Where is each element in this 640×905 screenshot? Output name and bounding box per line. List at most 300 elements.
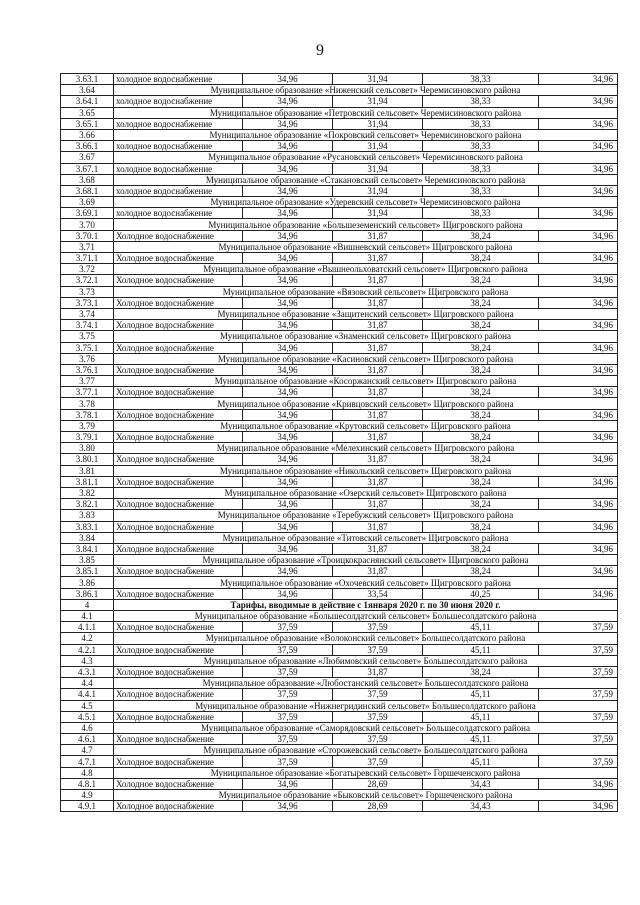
tariff-value-cell: 34,96 [243, 409, 333, 420]
tariff-row [61, 689, 618, 700]
service-name-cell: Холодное водоснабжение [114, 644, 243, 655]
row-code-cell: 3.69.1 [61, 208, 114, 219]
municipality-row [61, 633, 618, 644]
section-title-cell: Тарифы, вводимые в действие с 1января 2020 г. по 30 июня 2020 г. [114, 599, 618, 610]
row-code-cell: 3.84 [61, 532, 114, 543]
tariff-value-cell: 38,24 [423, 253, 539, 264]
tariff-value-cell: 31,87 [333, 409, 423, 420]
tariff-value-cell: 45,11 [423, 756, 539, 767]
row-code-cell: 3.66.1 [61, 141, 114, 152]
municipality-name-cell: Муниципальное образование «Мелехинский сельсовет» Щигровского района [114, 443, 618, 454]
service-name-cell: Холодное водоснабжение [114, 756, 243, 767]
service-name-cell: Холодное водоснабжение [114, 622, 243, 633]
row-code-cell: 3.66 [61, 129, 114, 140]
municipality-row [61, 85, 618, 96]
tariff-value-cell: 31,87 [333, 275, 423, 286]
tariff-row [61, 163, 618, 174]
row-code-cell: 3.86.1 [61, 588, 114, 599]
tariff-value-cell: 34,96 [539, 543, 618, 554]
municipality-row [61, 174, 618, 185]
municipality-row [61, 398, 618, 409]
municipality-row [61, 264, 618, 275]
municipality-name-cell: Муниципальное образование «Кривцовский сельсовет» Щигровского района [114, 398, 618, 409]
tariff-value-cell: 38,33 [423, 118, 539, 129]
municipality-row [61, 555, 618, 566]
tariff-row [61, 588, 618, 599]
tariff-value-cell: 31,87 [333, 543, 423, 554]
tariff-value-cell: 31,87 [333, 230, 423, 241]
row-code-cell: 3.70.1 [61, 230, 114, 241]
tariff-value-cell: 34,96 [539, 566, 618, 577]
tariff-value-cell: 31,87 [333, 499, 423, 510]
municipality-row [61, 353, 618, 364]
tariff-value-cell: 31,94 [333, 163, 423, 174]
municipality-name-cell: Муниципальное образование «Волоконский сельсовет» Большесолдатского района [114, 633, 618, 644]
tariff-table-body [61, 74, 618, 812]
row-code-cell: 3.83 [61, 510, 114, 521]
tariff-value-cell: 31,87 [333, 297, 423, 308]
tariff-value-cell: 37,59 [243, 644, 333, 655]
tariff-row [61, 364, 618, 375]
municipality-row [61, 790, 618, 801]
tariff-row [61, 297, 618, 308]
service-name-cell: холодное водоснабжение [114, 185, 243, 196]
tariff-value-cell: 37,59 [539, 756, 618, 767]
row-code-cell: 3.72 [61, 264, 114, 275]
tariff-row [61, 253, 618, 264]
tariff-value-cell: 34,96 [539, 185, 618, 196]
municipality-row [61, 577, 618, 588]
service-name-cell: Холодное водоснабжение [114, 297, 243, 308]
row-code-cell: 4.9 [61, 790, 114, 801]
tariff-value-cell: 31,87 [333, 476, 423, 487]
tariff-value-cell: 31,87 [333, 364, 423, 375]
municipality-row [61, 465, 618, 476]
tariff-value-cell: 40,25 [423, 588, 539, 599]
tariff-value-cell: 38,33 [423, 74, 539, 85]
tariff-value-cell: 45,11 [423, 644, 539, 655]
service-name-cell: Холодное водоснабжение [114, 387, 243, 398]
tariff-value-cell: 34,96 [243, 320, 333, 331]
row-code-cell: 4.3 [61, 655, 114, 666]
tariff-value-cell: 31,87 [333, 342, 423, 353]
tariff-row [61, 801, 618, 812]
row-code-cell: 4.2.1 [61, 644, 114, 655]
row-code-cell: 4.3.1 [61, 666, 114, 677]
tariff-value-cell: 34,96 [539, 141, 618, 152]
tariff-value-cell: 34,96 [539, 74, 618, 85]
row-code-cell: 3.73.1 [61, 297, 114, 308]
service-name-cell: Холодное водоснабжение [114, 432, 243, 443]
service-name-cell: Холодное водоснабжение [114, 364, 243, 375]
service-name-cell: Холодное водоснабжение [114, 734, 243, 745]
municipality-name-cell: Муниципальное образование «Нижнегридинский сельсовет» Большесолдатского района [114, 700, 618, 711]
tariff-value-cell: 37,59 [243, 666, 333, 677]
row-code-cell: 3.72.1 [61, 275, 114, 286]
tariff-value-cell: 34,96 [243, 230, 333, 241]
service-name-cell: Холодное водоснабжение [114, 320, 243, 331]
tariff-value-cell: 31,94 [333, 185, 423, 196]
row-code-cell: 3.68.1 [61, 185, 114, 196]
row-code-cell: 4.4.1 [61, 689, 114, 700]
municipality-name-cell: Муниципальное образование «Большесолдатский сельсовет» Большесолдатского района [114, 611, 618, 622]
tariff-value-cell: 37,59 [243, 734, 333, 745]
row-code-cell: 4.5 [61, 700, 114, 711]
municipality-row [61, 745, 618, 756]
municipality-name-cell: Муниципальное образование «Крутовский сельсовет» Щигровского района [114, 420, 618, 431]
tariff-value-cell: 34,96 [243, 387, 333, 398]
tariff-value-cell: 31,87 [333, 521, 423, 532]
tariff-row [61, 778, 618, 789]
tariff-value-cell: 45,11 [423, 622, 539, 633]
row-code-cell: 3.64.1 [61, 96, 114, 107]
municipality-name-cell: Муниципальное образование «Вышнеольховатский сельсовет» Щигровского района [114, 264, 618, 275]
municipality-name-cell: Муниципальное образование «Саморядовский сельсовет» Большесолдатского района [114, 722, 618, 733]
row-code-cell: 3.75.1 [61, 342, 114, 353]
tariff-row [61, 644, 618, 655]
tariff-value-cell: 34,96 [243, 141, 333, 152]
tariff-value-cell: 28,69 [333, 801, 423, 812]
tariff-value-cell: 31,94 [333, 96, 423, 107]
tariff-value-cell: 31,94 [333, 74, 423, 85]
tariff-value-cell: 34,43 [423, 778, 539, 789]
service-name-cell: Холодное водоснабжение [114, 275, 243, 286]
tariff-value-cell: 38,24 [423, 432, 539, 443]
row-code-cell: 4.7 [61, 745, 114, 756]
row-code-cell: 4.7.1 [61, 756, 114, 767]
tariff-value-cell: 37,59 [539, 622, 618, 633]
tariff-value-cell: 34,96 [243, 476, 333, 487]
municipality-row [61, 655, 618, 666]
tariff-row [61, 543, 618, 554]
municipality-name-cell: Муниципальное образование «Сторожевский сельсовет» Большесолдатского района [114, 745, 618, 756]
row-code-cell: 4.8 [61, 767, 114, 778]
tariff-value-cell: 45,11 [423, 711, 539, 722]
row-code-cell: 4.5.1 [61, 711, 114, 722]
service-name-cell: Холодное водоснабжение [114, 409, 243, 420]
row-code-cell: 3.73 [61, 286, 114, 297]
tariff-row [61, 185, 618, 196]
municipality-row [61, 678, 618, 689]
tariff-value-cell: 37,59 [243, 711, 333, 722]
tariff-value-cell: 38,24 [423, 543, 539, 554]
tariff-value-cell: 31,94 [333, 208, 423, 219]
service-name-cell: Холодное водоснабжение [114, 711, 243, 722]
municipality-name-cell: Муниципальное образование «Вишневский сельсовет» Щигровского района [114, 241, 618, 252]
service-name-cell: Холодное водоснабжение [114, 566, 243, 577]
tariff-value-cell: 34,96 [243, 275, 333, 286]
row-code-cell: 4.2 [61, 633, 114, 644]
tariff-value-cell: 34,96 [539, 297, 618, 308]
tariff-value-cell: 34,96 [539, 521, 618, 532]
tariff-value-cell: 34,96 [539, 588, 618, 599]
municipality-name-cell: Муниципальное образование «Титовский сельсовет» Щигровского района [114, 532, 618, 543]
tariff-value-cell: 34,96 [243, 185, 333, 196]
tariff-value-cell: 38,24 [423, 409, 539, 420]
row-code-cell: 4.9.1 [61, 801, 114, 812]
tariff-row [61, 320, 618, 331]
tariff-value-cell: 34,96 [243, 74, 333, 85]
tariff-value-cell: 31,87 [333, 566, 423, 577]
tariff-value-cell: 38,33 [423, 141, 539, 152]
row-code-cell: 3.71 [61, 241, 114, 252]
row-code-cell: 3.69 [61, 197, 114, 208]
tariff-value-cell: 37,59 [333, 644, 423, 655]
municipality-name-cell: Муниципальное образование «Охочевский сельсовет» Щигровского района [114, 577, 618, 588]
tariff-value-cell: 31,87 [333, 253, 423, 264]
tariff-value-cell: 37,59 [333, 622, 423, 633]
tariff-row [61, 566, 618, 577]
row-code-cell: 3.74.1 [61, 320, 114, 331]
tariff-value-cell: 34,96 [539, 342, 618, 353]
tariff-value-cell: 38,24 [423, 342, 539, 353]
row-code-cell: 3.84.1 [61, 543, 114, 554]
row-code-cell: 3.78 [61, 398, 114, 409]
tariff-value-cell: 38,24 [423, 364, 539, 375]
municipality-name-cell: Муниципальное образование «Петровский сельсовет» Черемисиновского района [114, 107, 618, 118]
tariff-value-cell: 31,87 [333, 432, 423, 443]
tariff-value-cell: 38,33 [423, 208, 539, 219]
municipality-row [61, 331, 618, 342]
tariff-value-cell: 31,87 [333, 387, 423, 398]
municipality-name-cell: Муниципальное образование «Любимовский сельсовет» Большесолдатского района [114, 655, 618, 666]
tariff-value-cell: 28,69 [333, 778, 423, 789]
municipality-name-cell: Муниципальное образование «Быковский сельсовет» Горшеченского района [114, 790, 618, 801]
tariff-value-cell: 34,96 [539, 432, 618, 443]
service-name-cell: холодное водоснабжение [114, 208, 243, 219]
row-code-cell: 3.77.1 [61, 387, 114, 398]
row-code-cell: 4.6.1 [61, 734, 114, 745]
tariff-value-cell: 34,96 [539, 320, 618, 331]
row-code-cell: 3.64 [61, 85, 114, 96]
tariff-value-cell: 38,24 [423, 566, 539, 577]
municipality-name-cell: Муниципальное образование «Озерский сельсовет» Щигровского района [114, 487, 618, 498]
row-code-cell: 3.77 [61, 376, 114, 387]
service-name-cell: Холодное водоснабжение [114, 588, 243, 599]
tariff-row [61, 208, 618, 219]
tariff-value-cell: 31,94 [333, 141, 423, 152]
tariff-value-cell: 38,24 [423, 521, 539, 532]
tariff-value-cell: 34,96 [539, 409, 618, 420]
municipality-row [61, 107, 618, 118]
tariff-value-cell: 34,96 [243, 208, 333, 219]
tariff-value-cell: 38,24 [423, 320, 539, 331]
tariff-value-cell: 34,96 [243, 432, 333, 443]
tariff-value-cell: 34,96 [539, 778, 618, 789]
municipality-row [61, 241, 618, 252]
municipality-name-cell: Муниципальное образование «Никольский сельсовет» Щигровского района [114, 465, 618, 476]
row-code-cell: 3.65.1 [61, 118, 114, 129]
tariff-value-cell: 31,87 [333, 320, 423, 331]
row-code-cell: 3.79.1 [61, 432, 114, 443]
service-name-cell: холодное водоснабжение [114, 163, 243, 174]
tariff-value-cell: 38,24 [423, 230, 539, 241]
tariff-value-cell: 34,96 [243, 364, 333, 375]
tariff-value-cell: 34,96 [243, 253, 333, 264]
row-code-cell: 3.82.1 [61, 499, 114, 510]
tariff-value-cell: 34,96 [539, 499, 618, 510]
municipality-row [61, 611, 618, 622]
tariff-row [61, 711, 618, 722]
tariff-value-cell: 34,96 [243, 163, 333, 174]
tariff-row [61, 387, 618, 398]
service-name-cell: Холодное водоснабжение [114, 499, 243, 510]
tariff-row [61, 141, 618, 152]
row-code-cell: 3.75 [61, 331, 114, 342]
service-name-cell: Холодное водоснабжение [114, 801, 243, 812]
service-name-cell: холодное водоснабжение [114, 141, 243, 152]
tariff-row [61, 230, 618, 241]
tariff-value-cell: 31,94 [333, 118, 423, 129]
row-code-cell: 3.68 [61, 174, 114, 185]
row-code-cell: 4.6 [61, 722, 114, 733]
municipality-name-cell: Муниципальное образование «Защитенский сельсовет» Щигровского района [114, 308, 618, 319]
tariff-value-cell: 34,96 [243, 566, 333, 577]
tariff-value-cell: 34,96 [539, 387, 618, 398]
tariff-value-cell: 37,59 [539, 666, 618, 677]
tariff-row [61, 476, 618, 487]
tariff-value-cell: 34,96 [243, 118, 333, 129]
row-code-cell: 3.80 [61, 443, 114, 454]
municipality-name-cell: Муниципальное образование «Теребужский сельсовет» Щигровского района [114, 510, 618, 521]
row-code-cell: 4 [61, 599, 114, 610]
row-code-cell: 3.85 [61, 555, 114, 566]
municipality-name-cell: Муниципальное образование «Удеревский сельсовет» Черемисиновского района [114, 197, 618, 208]
municipality-row [61, 420, 618, 431]
tariff-value-cell: 38,24 [423, 666, 539, 677]
tariff-value-cell: 38,24 [423, 476, 539, 487]
municipality-name-cell: Муниципальное образование «Богатыревский сельсовет» Горшеченского района [114, 767, 618, 778]
service-name-cell: Холодное водоснабжение [114, 521, 243, 532]
tariff-value-cell: 34,96 [539, 96, 618, 107]
tariff-value-cell: 31,87 [333, 454, 423, 465]
tariff-value-cell: 37,59 [243, 689, 333, 700]
tariff-value-cell: 33,54 [333, 588, 423, 599]
row-code-cell: 3.76.1 [61, 364, 114, 375]
municipality-name-cell: Муниципальное образование «Покровский сельсовет» Черемисиновского района [114, 129, 618, 140]
tariff-row [61, 454, 618, 465]
municipality-row [61, 376, 618, 387]
tariff-value-cell: 34,96 [243, 342, 333, 353]
municipality-name-cell: Муниципальное образование «Ниженский сельсовет» Черемисиновского района [114, 85, 618, 96]
tariff-row [61, 409, 618, 420]
tariff-row [61, 342, 618, 353]
tariff-value-cell: 38,24 [423, 387, 539, 398]
row-code-cell: 3.81 [61, 465, 114, 476]
service-name-cell: Холодное водоснабжение [114, 230, 243, 241]
row-code-cell: 3.82 [61, 487, 114, 498]
tariff-value-cell: 34,96 [539, 253, 618, 264]
tariff-value-cell: 38,33 [423, 185, 539, 196]
row-code-cell: 3.86 [61, 577, 114, 588]
municipality-name-cell: Муниципальное образование «Знаменский сельсовет» Щигровского района [114, 331, 618, 342]
municipality-row [61, 510, 618, 521]
tariff-row [61, 74, 618, 85]
row-code-cell: 3.78.1 [61, 409, 114, 420]
row-code-cell: 3.80.1 [61, 454, 114, 465]
tariff-value-cell: 38,24 [423, 297, 539, 308]
municipality-name-cell: Муниципальное образование «Вязовский сельсовет» Щигровского района [114, 286, 618, 297]
tariff-value-cell: 34,96 [243, 801, 333, 812]
service-name-cell: Холодное водоснабжение [114, 454, 243, 465]
tariff-value-cell: 34,96 [539, 364, 618, 375]
tariff-row [61, 432, 618, 443]
municipality-row [61, 532, 618, 543]
tariff-value-cell: 34,96 [243, 588, 333, 599]
tariff-value-cell: 34,43 [423, 801, 539, 812]
page-number: 9 [316, 42, 324, 59]
tariff-value-cell: 37,59 [333, 689, 423, 700]
tariff-row [61, 756, 618, 767]
municipality-row [61, 219, 618, 230]
tariff-value-cell: 34,96 [243, 499, 333, 510]
tariff-row [61, 521, 618, 532]
tariff-value-cell: 37,59 [333, 756, 423, 767]
service-name-cell: холодное водоснабжение [114, 96, 243, 107]
municipality-row [61, 152, 618, 163]
row-code-cell: 3.63.1 [61, 74, 114, 85]
tariff-value-cell: 34,96 [243, 543, 333, 554]
tariff-row [61, 734, 618, 745]
row-code-cell: 3.74 [61, 308, 114, 319]
tariff-value-cell: 34,96 [539, 230, 618, 241]
tariff-value-cell: 34,96 [539, 118, 618, 129]
row-code-cell: 3.81.1 [61, 476, 114, 487]
municipality-row [61, 308, 618, 319]
municipality-row [61, 767, 618, 778]
municipality-row [61, 700, 618, 711]
municipality-name-cell: Муниципальное образование «Любостанский сельсовет» Большесолдатского района [114, 678, 618, 689]
tariff-value-cell: 37,59 [539, 689, 618, 700]
municipality-name-cell: Муниципальное образование «Троицкокраснянский сельсовет» Щигровского района [114, 555, 618, 566]
tariff-value-cell: 34,96 [243, 454, 333, 465]
tariff-value-cell: 34,96 [243, 96, 333, 107]
tariff-value-cell: 34,96 [539, 163, 618, 174]
tariff-value-cell: 37,59 [539, 644, 618, 655]
municipality-name-cell: Муниципальное образование «Косоржанский сельсовет» Щигровского района [114, 376, 618, 387]
tariff-value-cell: 34,96 [539, 208, 618, 219]
section-heading-row [61, 599, 618, 610]
municipality-name-cell: Муниципальное образование «Русановский сельсовет» Черемисиновского района [114, 152, 618, 163]
tariff-value-cell: 37,59 [243, 756, 333, 767]
tariff-value-cell: 34,96 [539, 275, 618, 286]
tariff-value-cell: 37,59 [539, 734, 618, 745]
tariff-value-cell: 37,59 [539, 711, 618, 722]
tariff-value-cell: 45,11 [423, 689, 539, 700]
row-code-cell: 4.1.1 [61, 622, 114, 633]
tariff-value-cell: 45,11 [423, 734, 539, 745]
row-code-cell: 4.8.1 [61, 778, 114, 789]
tariff-table [60, 73, 618, 812]
tariff-value-cell: 34,96 [243, 778, 333, 789]
tariff-value-cell: 34,96 [539, 801, 618, 812]
row-code-cell: 3.65 [61, 107, 114, 118]
tariff-value-cell: 37,59 [333, 711, 423, 722]
row-code-cell: 3.79 [61, 420, 114, 431]
municipality-name-cell: Муниципальное образование «Стакановский сельсовет» Черемисиновского района [114, 174, 618, 185]
service-name-cell: Холодное водоснабжение [114, 476, 243, 487]
municipality-row [61, 722, 618, 733]
service-name-cell: холодное водоснабжение [114, 74, 243, 85]
tariff-row [61, 275, 618, 286]
municipality-row [61, 129, 618, 140]
row-code-cell: 3.67 [61, 152, 114, 163]
row-code-cell: 3.85.1 [61, 566, 114, 577]
tariff-value-cell: 34,96 [243, 297, 333, 308]
row-code-cell: 3.83.1 [61, 521, 114, 532]
service-name-cell: Холодное водоснабжение [114, 342, 243, 353]
tariff-row [61, 96, 618, 107]
